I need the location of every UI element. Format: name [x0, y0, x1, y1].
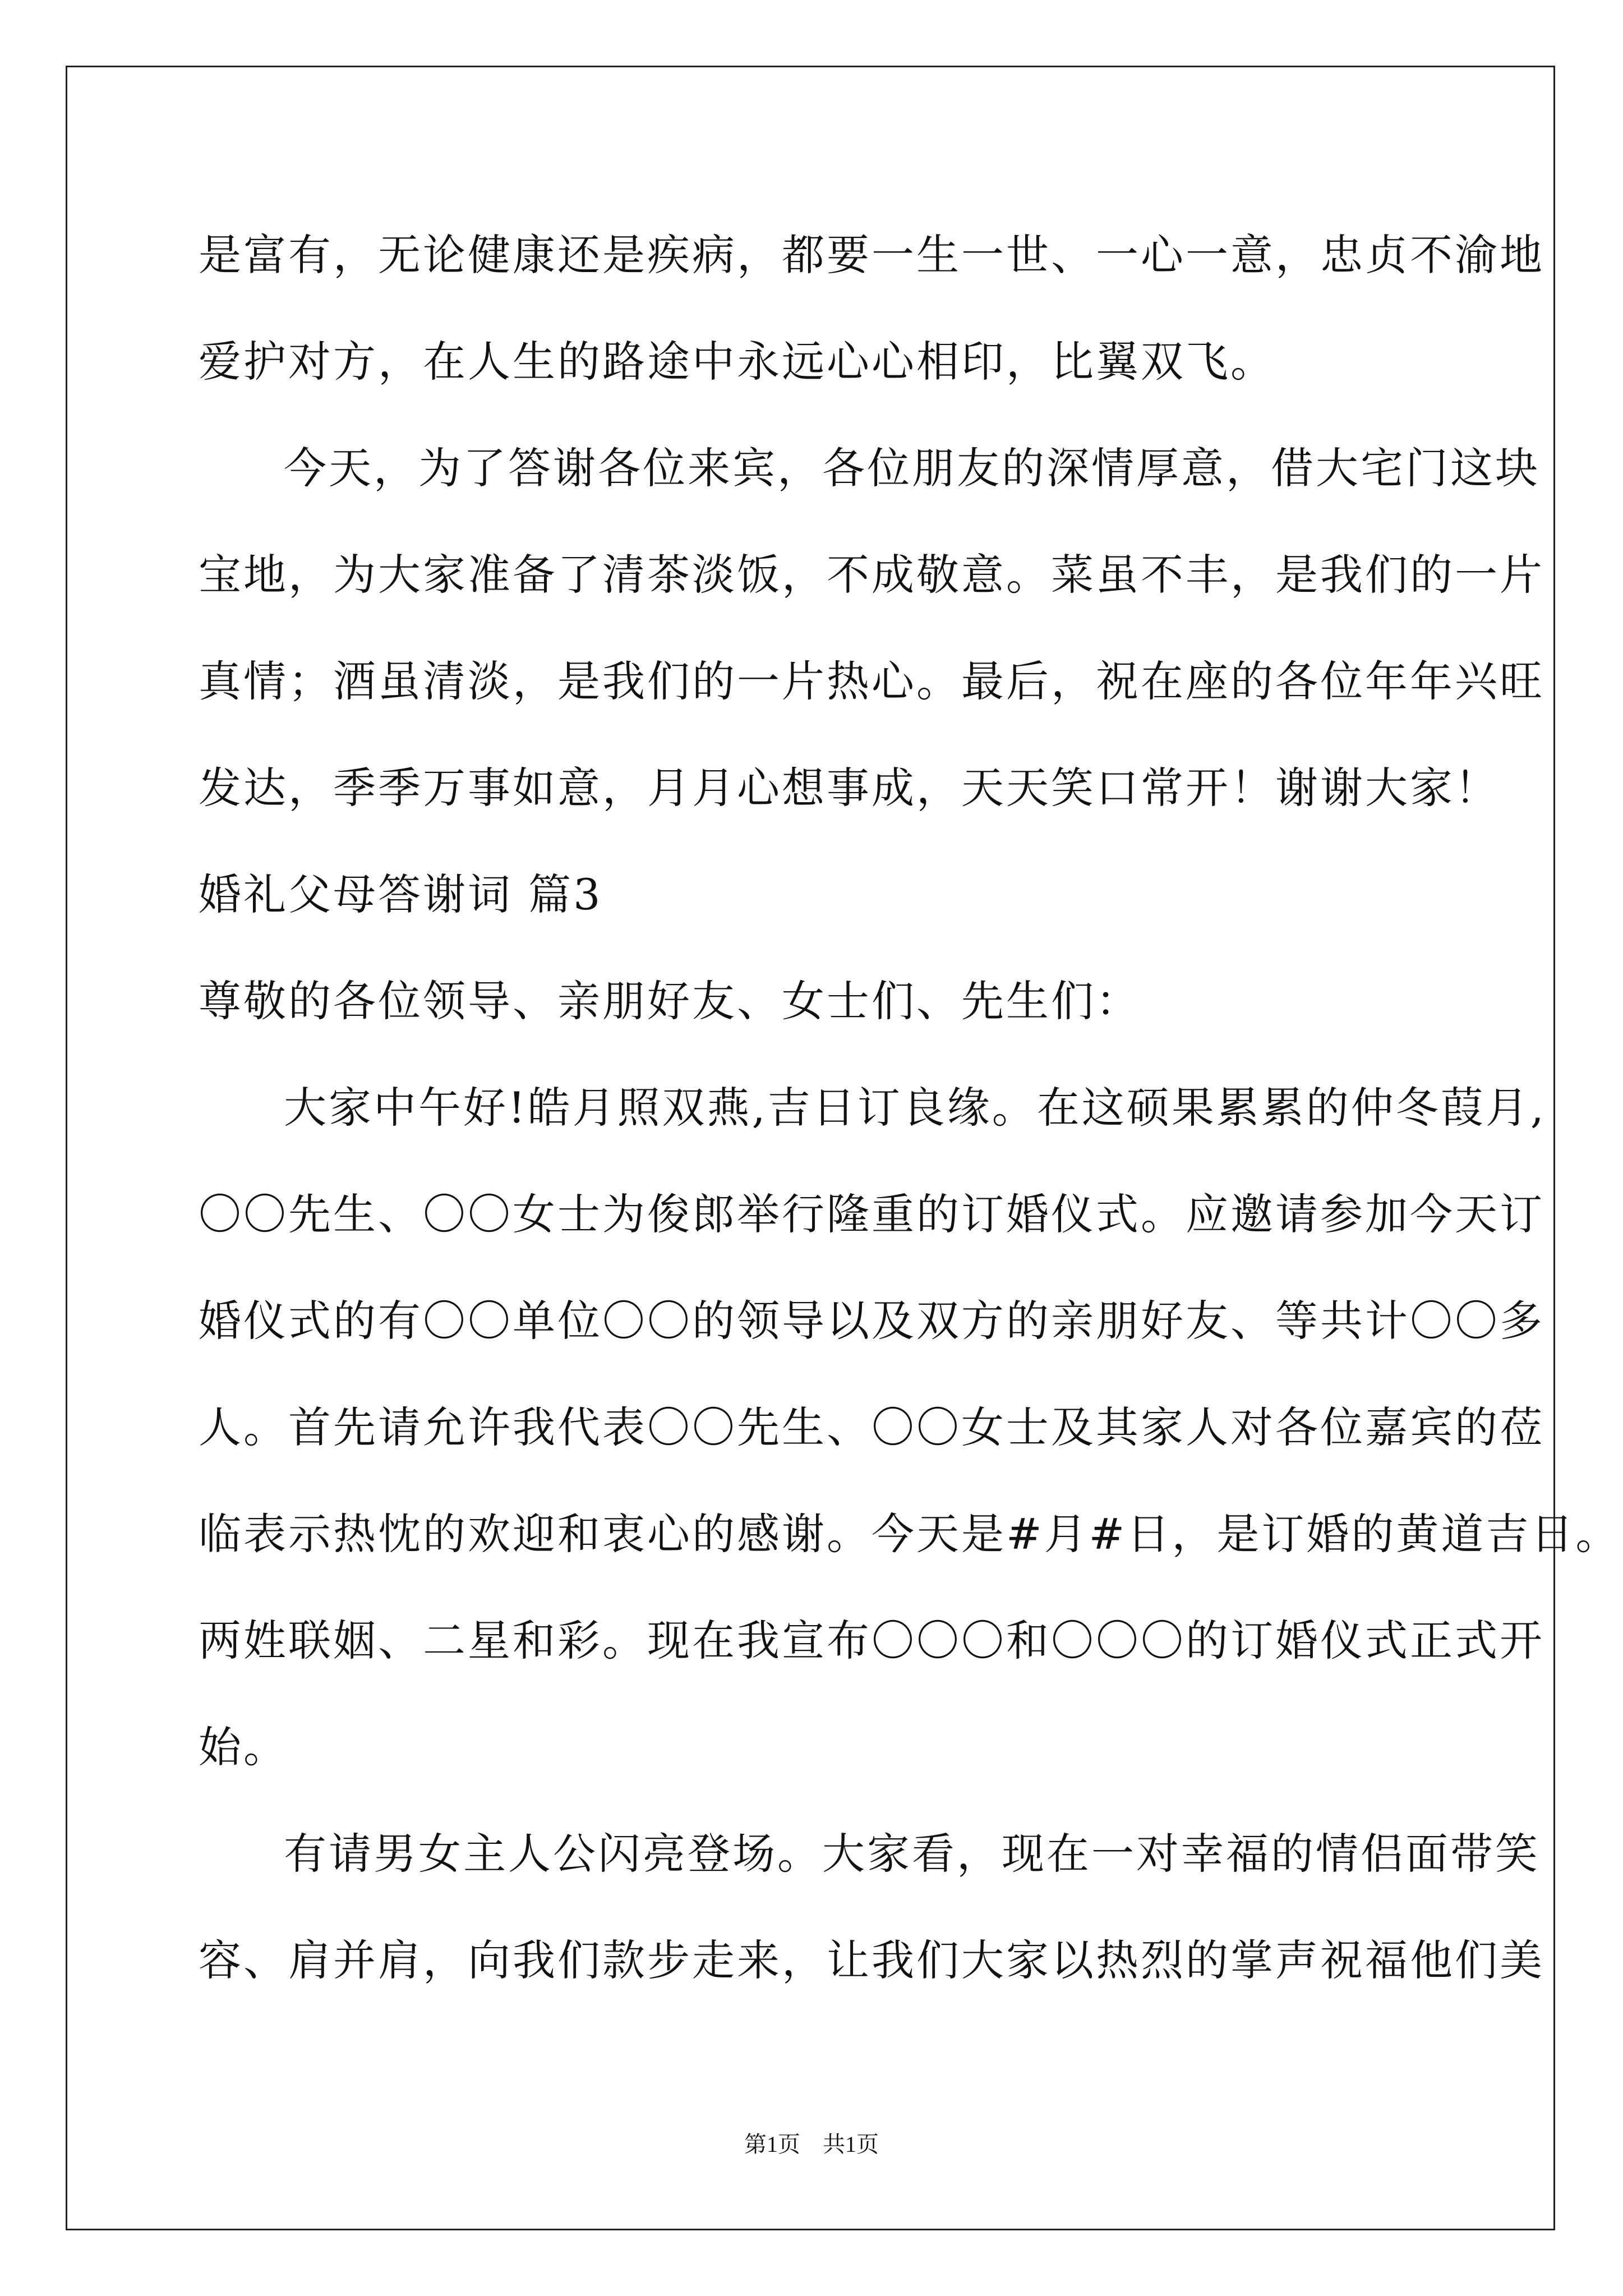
- section-heading: 婚礼父母答谢词 篇3: [199, 869, 603, 919]
- paragraph-line-10: 〇〇先生、〇〇女士为俊郎举行隆重的订婚仪式。应邀请参加今天订: [199, 1189, 1544, 1239]
- paragraph-line-15: 始。: [199, 1722, 288, 1772]
- paragraph-line-9: 大家中午好!皓月照双燕,吉日订良缘。在这硕果累累的仲冬葭月,: [284, 1083, 1546, 1133]
- paragraph-line-16: 有请男女主人公闪亮登场。大家看，现在一对幸福的情侣面带笑: [284, 1829, 1540, 1879]
- paragraph-line-11: 婚仪式的有〇〇单位〇〇的领导以及双方的亲朋好友、等共计〇〇多: [199, 1296, 1544, 1346]
- page-number-footer: 第1页 共1页: [744, 2132, 879, 2157]
- paragraph-line-13: 临表示热忱的欢迎和衷心的感谢。今天是#月#日，是订婚的黄道吉日。: [199, 1509, 1621, 1559]
- paragraph-line-12: 人。首先请允许我代表〇〇先生、〇〇女士及其家人对各位嘉宾的莅: [199, 1402, 1544, 1452]
- paragraph-line-3: 今天，为了答谢各位来宾，各位朋友的深情厚意，借大宅门这块: [284, 443, 1540, 493]
- paragraph-line-5: 真情；酒虽清淡，是我们的一片热心。最后，祝在座的各位年年兴旺: [199, 656, 1544, 706]
- paragraph-line-2: 爱护对方，在人生的路途中永远心心相印，比翼双飞。: [199, 337, 1275, 386]
- paragraph-line-1: 是富有，无论健康还是疾病，都要一生一世、一心一意，忠贞不渝地: [199, 230, 1544, 280]
- salutation-line: 尊敬的各位领导、亲朋好友、女士们、先生们：: [199, 976, 1141, 1026]
- page-border: [66, 66, 1555, 2230]
- paragraph-line-4: 宝地，为大家准备了清茶淡饭，不成敬意。菜虽不丰，是我们的一片: [199, 550, 1544, 600]
- paragraph-line-6: 发达，季季万事如意，月月心想事成，天天笑口常开！谢谢大家！: [199, 763, 1500, 813]
- paragraph-line-17: 容、肩并肩，向我们款步走来，让我们大家以热烈的掌声祝福他们美: [199, 1935, 1544, 1985]
- paragraph-line-14: 两姓联姻、二星和彩。现在我宣布〇〇〇和〇〇〇的订婚仪式正式开: [199, 1616, 1544, 1665]
